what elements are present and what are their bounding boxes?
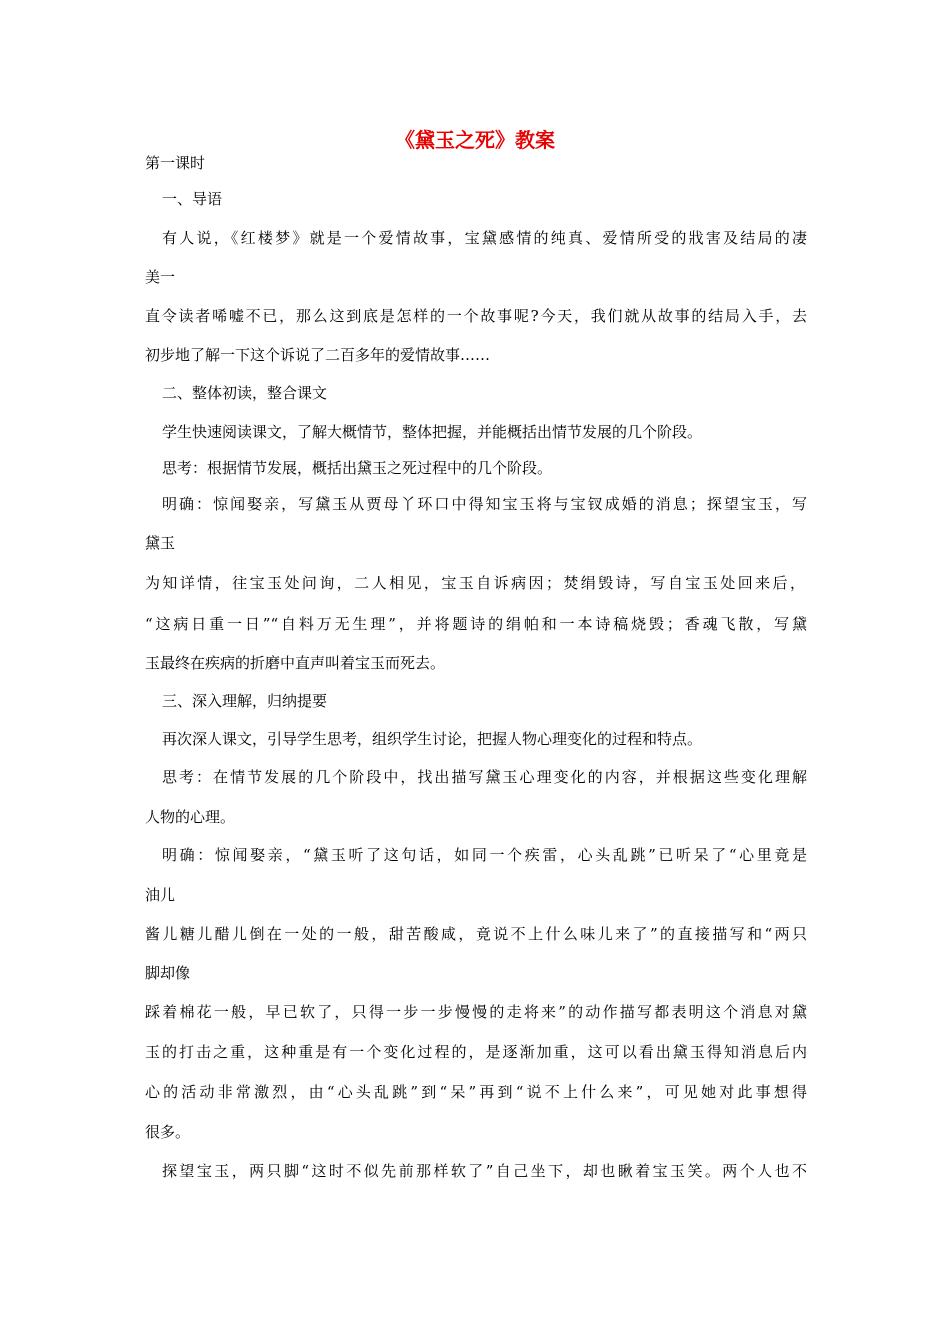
session-heading: 第一课时	[145, 154, 206, 172]
paragraph-line: 很多。	[145, 1123, 191, 1141]
paragraph-line: 人物的心理。	[145, 808, 236, 826]
paragraph-line: 酱儿糖儿醋儿倒在一处的一般，甜苦酸咸，竟说不上什么味儿来了”的直接描写和“两只	[145, 925, 807, 943]
paragraph-line: 黛玉	[145, 534, 176, 552]
paragraph-line: 直令读者唏嘘不已，那么这到底是怎样的一个故事呢?今天，我们就从故事的结局入手，去	[145, 307, 807, 325]
paragraph-line: 踩着棉花一般，早已软了，只得一步一步慢慢的走将来”的动作描写都表明这个消息对黛	[145, 1003, 807, 1021]
paragraph-line: 心的活动非常激烈，由“心头乱跳”到“呆”再到“说不上什么来”，可见她对此事想得	[145, 1083, 807, 1101]
paragraph-line: 美一	[145, 268, 176, 286]
paragraph-line: 油儿	[145, 886, 176, 904]
paragraph-line: 脚却像	[145, 964, 191, 982]
paragraph-line: 探望宝玉，两只脚“这时不似先前那样软了”自己坐下，却也瞅着宝玉笑。两个人也不	[162, 1162, 807, 1180]
paragraph-line: 明确：惊闻娶亲，写黛玉从贾母丫环口中得知宝玉将与宝钗成婚的消息；探望宝玉，写	[162, 495, 807, 513]
paragraph-line: 学生快速阅读课文，了解大概情节，整体把握，并能概括出情节发展的几个阶段。	[162, 423, 703, 441]
paragraph-line: 再次深人课文，引导学生思考，组织学生讨论，把握人物心理变化的过程和特点。	[162, 730, 703, 748]
paragraph-line: 为知详情，往宝玉处问询，二人相见，宝玉自诉病因；焚绢毁诗，写自宝玉处回来后，	[145, 574, 805, 592]
paragraph-line: 初步地了解一下这个诉说了二百多年的爱情故事……	[145, 346, 491, 364]
paragraph-line: “这病日重一日”“自料万无生理”，并将题诗的绢帕和一本诗稿烧毁；香魂飞散，写黛	[145, 615, 807, 633]
paragraph-line: 思考：根据情节发展，概括出黛玉之死过程中的几个阶段。	[162, 459, 553, 477]
paragraph-line: 思考：在情节发展的几个阶段中，找出描写黛玉心理变化的内容，并根据这些变化理解	[162, 768, 807, 786]
section-heading-intro: 一、导语	[162, 190, 223, 208]
paragraph-line: 玉最终在疾病的折磨中直声叫着宝玉而死去。	[145, 654, 446, 672]
section-heading-analysis: 三、深入理解，归纳提要	[162, 692, 328, 710]
paragraph-line: 有人说，《红楼梦》就是一个爱情故事，宝黛感情的纯真、爱情所受的戕害及结局的凄	[162, 229, 807, 247]
document-title: 《黛玉之死》教案	[395, 128, 555, 152]
paragraph-line: 明确：惊闻娶亲，“黛玉听了这句话，如同一个疾雷，心头乱跳”已听呆了“心里竟是	[162, 846, 807, 864]
paragraph-line: 玉的打击之重，这种重是有一个变化过程的，是逐渐加重，这可以看出黛玉得知消息后内	[145, 1043, 807, 1061]
section-heading-reading: 二、整体初读，整合课文	[162, 384, 328, 402]
